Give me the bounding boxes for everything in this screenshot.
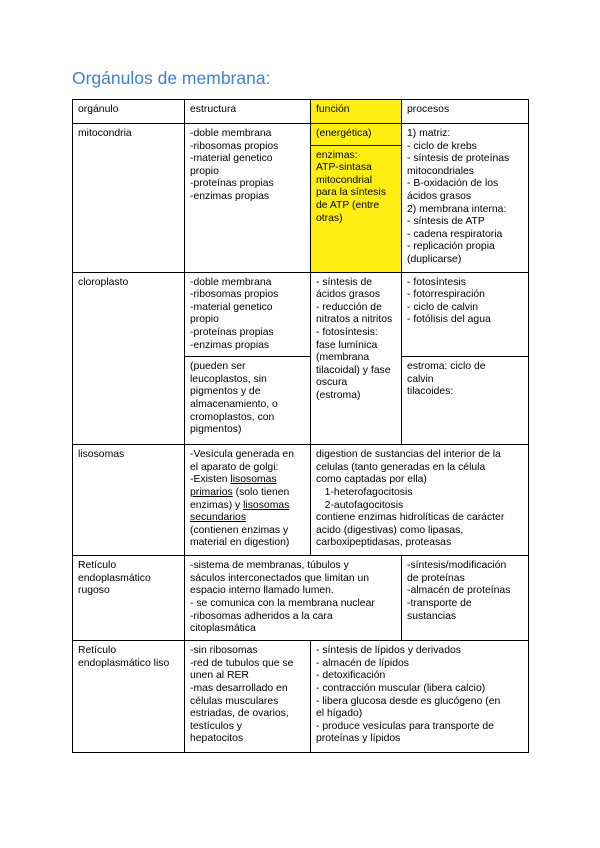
procesos-cell: 1) matriz: - ciclo de krebs - síntesis de proteínas mitocondriales - B-oxidación de los ácidos grasos 2) membrana interna: - síntesis de ATP - cadena respiratoria - replicación propia (duplicarse) [402,124,529,273]
procesos-cell: - fotosíntesis - fotorrespiración - ciclo de calvin - fotólisis del agua [402,272,529,357]
organelle-name: mitocondria [73,124,185,273]
organelle-name: lisosomas [73,445,185,556]
table-row [73,272,529,357]
estructura-cell: -doble membrana -ribosomas propios -material genetico propio -proteínas propias -enzimas propias [185,272,311,357]
header-organulo: orgánulo [73,100,185,124]
funcion-cell: enzimas: ATP-sintasa mitocondrial para la síntesis de ATP (entre otras) [311,145,402,272]
estructura-cell: (pueden ser leucoplastos, sin pigmentos y de almacenamiento, o cromoplastos, con pigmentos) [185,357,311,445]
header-procesos: procesos [402,100,529,124]
table-row [73,124,529,146]
funcion-cell: - síntesis de ácidos grasos - reducción de nitratos a nitritos - fotosíntesis: fase lumínica (membrana tilacoidal) y fase oscura (estroma) [311,272,402,445]
organelle-name: Retículo endoplasmático liso [73,641,185,753]
table-row [73,641,529,753]
header-funcion: función [311,100,402,124]
procesos-cell: -síntesis/modificación de proteínas -almacén de proteínas -transporte de sustancias [402,556,529,641]
organelle-name: cloroplasto [73,272,185,445]
estructura-cell: -sistema de membranas, túbulos y sáculos interconectados que limitan un espacio interno llamado lumen. - se comunica con la membrana nuclear -ribosomas adheridos a la cara citoplasmática [185,556,402,641]
table-row [73,556,529,641]
funcion-cell: digestion de sustancias del interior de la celulas (tanto generadas en la célula como captadas por ella) 1-heterofagocitosis 2-autofagocitosis contiene enzimas hidrolíticas de carácter acido (digestivas) como lipasas, carboxipeptidasas, proteasas [311,445,529,556]
estructura-cell: -doble membrana -ribosomas propios -material genetico propio -proteínas propias -enzimas propias [185,124,311,273]
page-title: Orgánulos de membrana: [72,68,271,88]
organelle-name: Retículo endoplasmático rugoso [73,556,185,641]
table-row [73,445,529,556]
estructura-cell: -Vesícula generada en el aparato de golgi: -Existen lisosomas primarios (solo tienen enzimas) y lisosomas secundarios (contienen enzimas y material en digestion) [185,445,311,556]
funcion-cell: (energética) [311,124,402,146]
funcion-cell: - síntesis de lípidos y derivados - almacén de lípidos - detoxificación - contracción muscular (libera calcio) - libera glucosa desde es glucógeno (en el hígado) - produce vesículas para transporte de proteínas y lípidos [311,641,529,753]
organelles-table [72,99,529,753]
header-row [73,100,529,124]
procesos-cell: estroma: ciclo de calvin tilacoides: [402,357,529,445]
header-estructura: estructura [185,100,311,124]
estructura-cell: -sin ribosomas -red de tubulos que se unen al RER -mas desarrollado en células musculares estriadas, de ovarios, testículos y hepatocitos [185,641,311,753]
